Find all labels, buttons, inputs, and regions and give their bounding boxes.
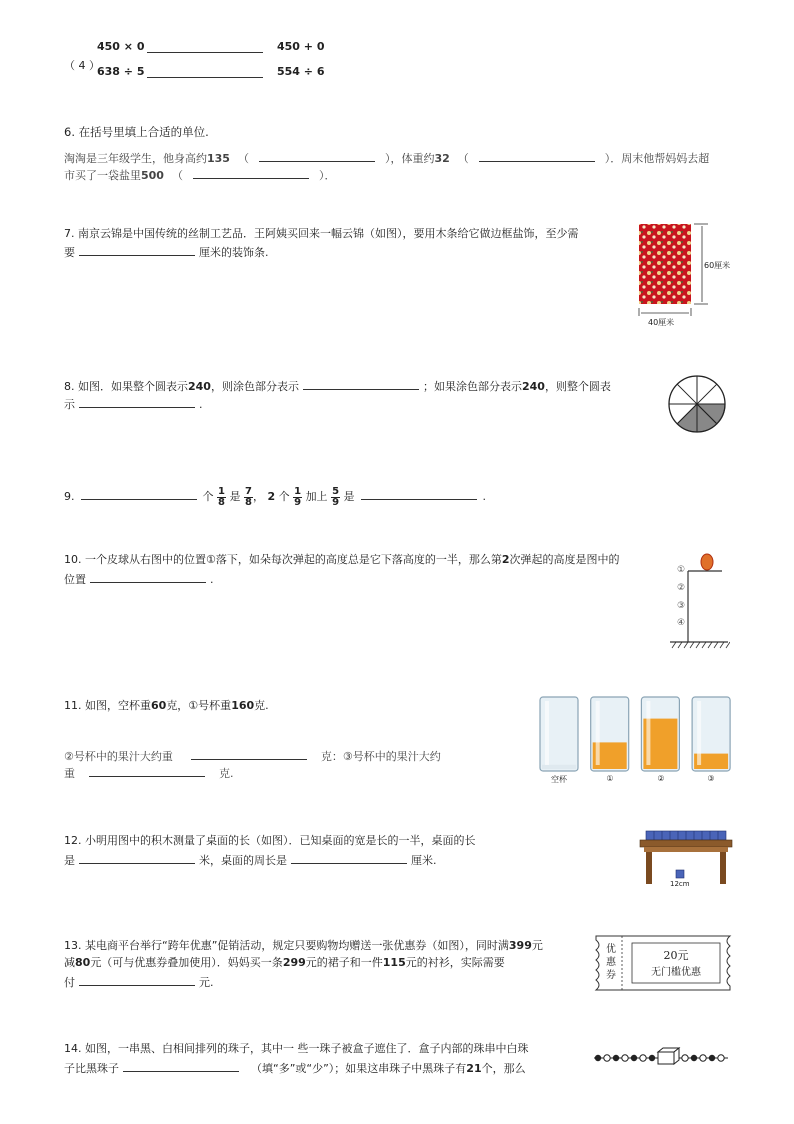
q9-text: . [482, 490, 487, 503]
beads-figure [592, 1046, 730, 1068]
q6-paren: （ [237, 152, 249, 165]
cups-figure [534, 694, 734, 790]
q12-blank-1[interactable] [79, 851, 195, 864]
q11-line-2 [64, 747, 441, 765]
q10-num: 2 [501, 553, 510, 566]
q6-paren: （ [457, 152, 469, 165]
q9-text: 是 [229, 490, 241, 503]
q7-text: 要 [64, 246, 75, 259]
q8-blank-2[interactable] [79, 395, 195, 408]
fraction-den: 8 [244, 496, 252, 508]
coupon-amount: 20元 [663, 949, 689, 962]
q13-line-2 [64, 955, 505, 971]
block-size-label: 12cm [670, 880, 690, 888]
q6-num: 500 [141, 169, 164, 182]
q10-text: . [210, 573, 214, 586]
brocade-height-label: 60厘米 [704, 261, 731, 270]
fraction-num: 1 [218, 485, 225, 497]
q11-line-3 [64, 764, 234, 782]
q7-text: 厘米的装饰条. [199, 246, 269, 259]
fraction-num: 5 [332, 485, 340, 497]
q13-num: 399 [508, 939, 532, 952]
brocade-figure [636, 220, 736, 332]
q8-num: 240 [188, 380, 211, 393]
q13-text: 元的裙子和一件 [305, 956, 383, 969]
q13-num: 80 [75, 956, 91, 969]
coupon-side-label [603, 943, 619, 982]
table-figure [636, 828, 736, 890]
table-top [640, 840, 732, 847]
fraction [217, 487, 226, 508]
q13-text: 元的衬衫，实际需要 [405, 956, 505, 969]
q4-expr-2: 450 + 0 [277, 40, 325, 53]
cup-label-1: ① [606, 774, 614, 783]
q6-title: 6. 在括号里填上合适的单位. [64, 125, 209, 139]
q11-text: 11. 如图，空杯重 [64, 699, 151, 712]
pie-figure [668, 375, 728, 435]
q14-text: 子比黑珠子 [64, 1062, 119, 1075]
q6-blank-2[interactable] [479, 149, 595, 162]
brocade-svg [636, 220, 736, 332]
q11-text: ②号杯中的果汁大约重 [64, 750, 173, 763]
q9-text: 个 [202, 490, 214, 503]
q8-num: 240 [521, 380, 545, 393]
q13-text: 付 [64, 976, 75, 989]
q11-blank-1[interactable] [191, 747, 307, 760]
q13-line-1 [64, 938, 543, 954]
q13-text: 元. [199, 976, 214, 989]
q4-label: （ 4 ） [64, 59, 100, 72]
q12-line-2 [64, 851, 437, 869]
bead-white [682, 1055, 688, 1061]
bead-black [709, 1055, 715, 1061]
q7-line-1: 7. 南京云锦是中国传统的丝制工艺品．王阿姨买回来一幅云锦（如图），要用木条给它做边框盐饰，至少需 [64, 227, 579, 240]
bead-white [640, 1055, 646, 1061]
coupon-side-char: 券 [606, 970, 616, 981]
bead-white [718, 1055, 724, 1061]
q10-line-1 [64, 552, 620, 568]
position-mark-2: ② [677, 583, 686, 593]
fraction-den: 9 [332, 496, 340, 508]
bead-black [631, 1055, 637, 1061]
q8-line-2 [64, 395, 203, 413]
q8-text: 8. 如图．如果整个圆表示 [64, 380, 188, 393]
position-mark-3: ③ [677, 601, 686, 611]
cup-label-2: ② [657, 774, 665, 783]
q11-num: 60 [151, 699, 167, 712]
q4-blank-2[interactable] [147, 65, 263, 78]
q12-text: 米，桌面的周长是 [199, 854, 287, 867]
q13-text: 元（可与优惠券叠加使用）．妈妈买一条 [90, 956, 283, 969]
juice-level [542, 765, 576, 769]
q9-blank-1[interactable] [81, 487, 197, 500]
cup-3 [692, 697, 730, 771]
q6-line-2 [64, 166, 335, 184]
q13-text: 元 [531, 939, 543, 952]
q9-text: ， [252, 490, 264, 503]
q14-text: 个，那么 [481, 1062, 526, 1075]
brocade-width-label: 40厘米 [648, 318, 675, 327]
q11-blank-2[interactable] [89, 764, 205, 777]
fraction-den: 9 [294, 496, 302, 508]
q13-blank[interactable] [79, 973, 195, 986]
q10-text: 10. 一个皮球从右图中的位置①落下，如朵每次弹起的高度总是它下落高度的一半，那么第 [64, 553, 502, 566]
q6-blank-1[interactable] [259, 149, 375, 162]
bead-black [691, 1055, 697, 1061]
q6-paren: （ [171, 169, 183, 182]
q14-line-1: 14. 如图，一串黑、白相间排列的珠子，其中一 些一珠子被盒子遮住了．盒子内部的珠串中白珠 [64, 1042, 529, 1055]
coupon-desc: 无门槛优惠 [651, 967, 701, 978]
bead-black [595, 1055, 601, 1061]
q7-line-2 [64, 243, 269, 261]
coupon-side-char: 惠 [606, 957, 616, 968]
q10-blank[interactable] [90, 570, 206, 583]
measuring-block [676, 870, 684, 878]
q9-text: 个 [278, 490, 290, 503]
q6-text: ，体重约 [390, 152, 435, 165]
q4-expr-3: 638 ÷ 5 [97, 65, 145, 78]
q14-text: （填“多”或“少”）；如果这串珠子中黑珠子有 [251, 1062, 467, 1075]
q11-text: 克. [254, 699, 269, 712]
q13-num: 115 [382, 956, 406, 969]
fraction-den: 8 [218, 496, 225, 508]
q8-line-1 [64, 377, 611, 395]
q9-text: 9. [64, 490, 75, 503]
q11-text: 克. [219, 767, 234, 780]
q11-line-1 [64, 698, 269, 714]
q12-blank-2[interactable] [291, 851, 407, 864]
ball-icon [701, 554, 713, 570]
q6-text: ．周末他帮妈妈去超 [610, 152, 710, 165]
bead-white [604, 1055, 610, 1061]
q11-text: 克，①号杯重 [166, 699, 232, 712]
cup-label-empty: 空杯 [551, 775, 567, 784]
position-mark-1: ① [677, 565, 686, 575]
q10-text: 位置 [64, 573, 86, 586]
q6-num: 135 [207, 152, 230, 165]
q6-paren: ） [604, 152, 611, 165]
ball-drop-svg [666, 548, 730, 652]
q11-text: 克：③号杯中的果汁大约 [320, 750, 441, 763]
q13-text: 减 [64, 956, 75, 969]
q7-blank[interactable] [79, 243, 195, 256]
q6-paren: ） [318, 169, 325, 182]
q12-line-1: 12. 小明用图中的积木测量了桌面的长（如图）．已知桌面的宽是长的一半，桌面的长 [64, 834, 476, 847]
q8-text: . [199, 398, 203, 411]
q12-text: 是 [64, 854, 75, 867]
q6-text: 淘淘是三年级学生，他身高约 [64, 152, 207, 165]
brocade-image [639, 224, 691, 304]
q9-blank-2[interactable] [361, 487, 477, 500]
bead-white [700, 1055, 706, 1061]
q9-text: 加上 [305, 490, 328, 503]
q8-text: ；如果涂色部分表示 [422, 380, 522, 393]
q11-text: 重 [64, 767, 75, 780]
q13-text: 13. 某电商平台举行“跨年优惠”促销活动，规定只要购物均赠送一张优惠券（如图），同时满 [64, 939, 509, 952]
q10-text: 次弹起的高度是图中的 [509, 553, 620, 566]
coupon-side-char: 优 [606, 944, 616, 955]
q4-expr-4: 554 ÷ 6 [277, 65, 325, 78]
cup-1 [591, 697, 629, 771]
q13-line-3 [64, 973, 214, 991]
q4-expr-1: 450 × 0 [97, 40, 145, 53]
q9-text: 是 [343, 490, 355, 503]
q14-line-2 [64, 1059, 526, 1077]
q6-text: 市买了一袋盐里 [64, 169, 141, 182]
q14-blank[interactable] [123, 1059, 239, 1072]
q6-blank-3[interactable] [193, 166, 309, 179]
q13-num: 299 [282, 956, 306, 969]
cups-svg [534, 694, 734, 774]
q6-text: ． [324, 169, 336, 182]
cup-2 [641, 697, 679, 771]
fraction [244, 487, 253, 508]
q8-text: ，则整个圆表 [544, 380, 611, 393]
fraction [293, 487, 302, 508]
box-icon [658, 1048, 679, 1064]
cup-label-3: ③ [707, 774, 715, 783]
q8-text: 示 [64, 398, 75, 411]
q14-num: 21 [466, 1062, 482, 1075]
ball-drop-figure [666, 548, 730, 652]
q8-blank-1[interactable] [303, 377, 419, 390]
position-mark-4: ④ [677, 618, 686, 628]
q8-text: ，则涂色部分表示 [210, 380, 299, 393]
q9-line [64, 486, 486, 508]
fraction [331, 487, 340, 508]
q10-line-2 [64, 570, 214, 588]
fraction-num: 1 [294, 485, 302, 497]
q12-text: 厘米. [411, 854, 437, 867]
q9-num: 2 [267, 490, 276, 503]
cup-0 [540, 697, 578, 771]
q4-blank-1[interactable] [147, 40, 263, 53]
bead-black [649, 1055, 655, 1061]
blocks-row [646, 831, 726, 840]
q6-paren: ） [384, 152, 391, 165]
bead-black [613, 1055, 619, 1061]
coupon-figure [592, 934, 734, 992]
bead-white [622, 1055, 628, 1061]
q6-line-1 [64, 149, 709, 167]
fraction-num: 7 [244, 485, 252, 497]
q6-num: 32 [434, 152, 450, 165]
q11-num: 160 [231, 699, 255, 712]
